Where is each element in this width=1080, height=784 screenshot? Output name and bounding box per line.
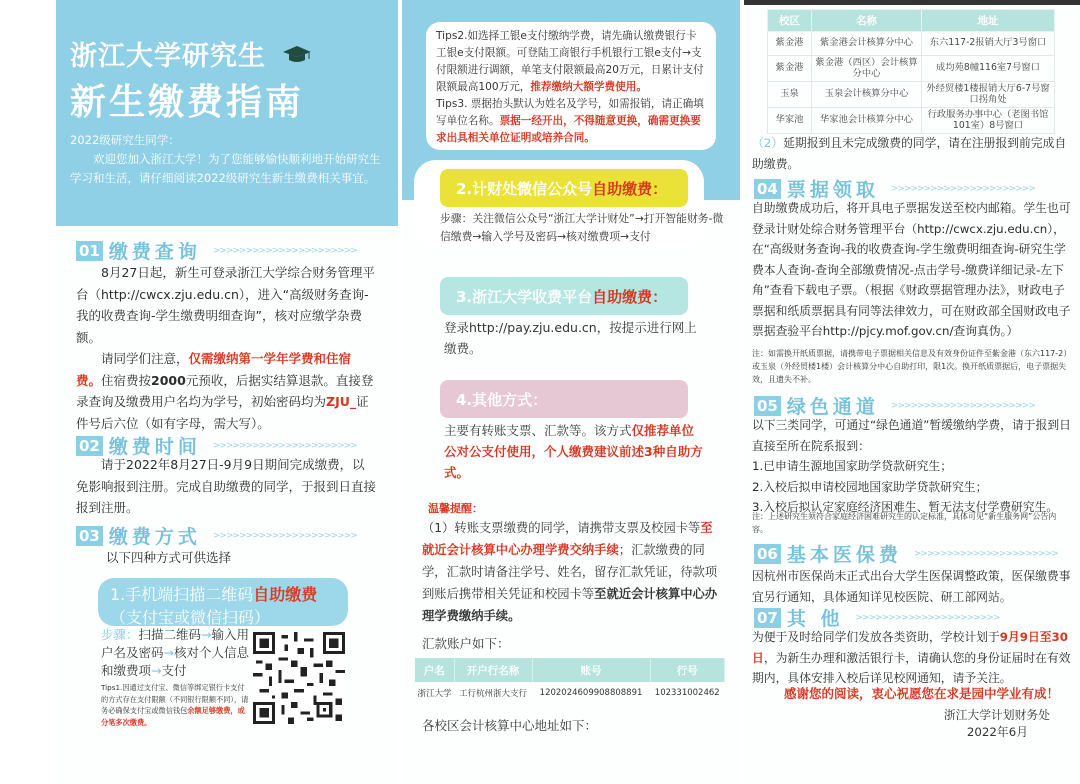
bold-text: 至就近会计核算中心办理学费缴纳手续。 xyxy=(422,587,718,623)
section-number: 01 xyxy=(76,241,103,261)
table-cell: 紫金港 xyxy=(768,56,812,82)
bold-text: 2000 xyxy=(151,372,186,388)
section-title: 缴费查询 xyxy=(108,241,201,263)
table-cell: 浙江大学 xyxy=(417,689,452,699)
method4-text xyxy=(444,420,704,483)
arrows-decoration: >>>>>>>>>>>>>>>>>>>>>> xyxy=(212,245,357,256)
table-cell: 行政服务办事中心（老图书馆101室）8号窗口 xyxy=(922,108,1055,134)
method1-banner xyxy=(98,578,348,626)
table-row xyxy=(768,82,1055,108)
table-cell: 紫金港 xyxy=(768,32,812,56)
section-number: 05 xyxy=(754,396,781,416)
method2-title: 2.计财处微信公众号 xyxy=(456,179,593,198)
step: 核对个人信息和缴费项 xyxy=(101,645,250,678)
table-row xyxy=(768,108,1055,134)
step: 扫描二维码 xyxy=(138,627,202,642)
section-number: 04 xyxy=(754,179,781,199)
table-cell: 华家池会计核算分中心 xyxy=(812,108,922,134)
section-title: 基本医保费 xyxy=(786,544,902,566)
highlight-text: 仅需缴纳第一学年学费和住宿费。 xyxy=(76,351,352,388)
table-cell: 紫金港会计核算分中心 xyxy=(812,32,922,56)
thanks-message: 感谢您的阅读，衷心祝愿您在求是园中学业有成！ xyxy=(784,686,1060,701)
arrows-decoration: >>>>>>>>>>>>>>>>>>>>>> xyxy=(212,530,357,541)
section-title: 缴费时间 xyxy=(108,436,201,458)
table-cell: 玉泉会计核算分中心 xyxy=(812,82,922,108)
tips1 xyxy=(101,682,251,728)
tips3-highlight: 票据一经开出，不得随意更换，确需更换要求出具相关单位证明或培养合同。 xyxy=(436,115,701,144)
s02-paragraph: 请于2022年8月27日-9月9日期间完成缴费，以免影响报到注册。完成自助缴费的同学，于报到日直接报到注册。 xyxy=(76,457,377,515)
section-01-heading xyxy=(76,237,357,264)
text: 元预收，后据实结算退款。直接登录查询及缴费用户名均为学号，初始密码均为 xyxy=(76,372,374,409)
column-header: 开户行名称 xyxy=(454,658,532,682)
qr-code-icon[interactable] xyxy=(253,632,345,724)
signature-date: 2022年6月 xyxy=(966,725,1028,739)
reminder-paragraph-2 xyxy=(752,133,1072,174)
graduation-cap-icon xyxy=(282,44,312,64)
campus-address-table xyxy=(767,9,1055,134)
step: 支付 xyxy=(161,663,187,678)
intro-text: 欢迎您加入浙江大学！为了您能够愉快顺利地开始研究生学习和生活，请仔细阅读2022级研究生新生缴费相关事宜。 xyxy=(70,152,381,185)
column-header: 名称 xyxy=(812,10,922,32)
method2-pill xyxy=(440,169,688,207)
s04-note: 注：如需换开纸质票据，请携带电子票据相关信息及有效身份证件至紫金港（东六117-2）或玉泉（外经贸楼1楼）会计核算分中心自助打印，限1次。换开纸质票据后，电子票据失效，且遗失不补。 xyxy=(752,349,1072,384)
column-header: 账号 xyxy=(532,658,650,682)
highlight-text: 9月9日至30日 xyxy=(752,630,1068,665)
text: 以下三类同学，可通过“绿色通道”暂缓缴纳学费，请于报到日直接至所在院系报到： xyxy=(752,418,1071,453)
signature: 浙江大学计划财务处 xyxy=(943,708,1050,722)
s05-note: 注：上述研究生须符合家庭经济困难研究生的认定标准，具体可见“新生服务网”公告内容。 xyxy=(752,512,1057,534)
text: Tips1.因通过支付宝、微信等绑定银行卡支付的方式存在支付限额（不同银行限额不同），请务必确保支付宝或微信钱包 xyxy=(101,683,249,715)
s07-paragraph xyxy=(752,627,1072,689)
account-table xyxy=(415,658,725,704)
method2-title-highlight: 自助缴费： xyxy=(592,179,668,198)
text: 住宿费按 xyxy=(101,372,152,388)
tips-box xyxy=(426,22,716,150)
column-header: 地址 xyxy=(922,10,1055,32)
step: 输入用户名及密码 xyxy=(101,627,250,660)
tips3-text: Tips3. 票据抬头默认为姓名及学号，如需报销，请正确填写单位名称。 xyxy=(436,98,704,127)
table-cell: 1202024609908808891 xyxy=(539,688,643,698)
column-header: 校区 xyxy=(768,10,812,32)
method4-pill xyxy=(440,380,688,418)
table-cell: 玉泉 xyxy=(768,82,812,108)
table-cell: 紫金港（西区）会计核算分中心 xyxy=(812,56,922,82)
text: （1）转账支票缴费的同学，请携带支票及校园卡等 xyxy=(422,521,701,535)
table-cell: 成均苑8幢116室7号窗口 xyxy=(922,56,1055,82)
method3-title-highlight: 自助缴费： xyxy=(592,287,668,306)
section-title: 票据领取 xyxy=(786,179,879,201)
text: ，为新生办理和激活银行卡，请确认您的身份证届时在有效期内，具体安排入校后详见校网通知，请予关注。 xyxy=(752,650,1071,685)
reminder-paragraph-1 xyxy=(422,517,722,627)
tips2-highlight: 推荐缴纳大额学费使用。 xyxy=(530,81,647,93)
section-06-heading xyxy=(754,540,1058,567)
table-header-row xyxy=(415,658,725,682)
method4-title: 4.其他方式： xyxy=(456,390,548,409)
arrows-decoration: >>>>>>>>>>>>>>>>>>>>>> xyxy=(913,548,1058,559)
title-line2: 新生缴费指南 xyxy=(70,82,305,123)
arrows-decoration: >>>>>>>>>>>>>>>>>>>>>> xyxy=(890,400,1035,411)
text: 请同学们注意， xyxy=(101,351,189,366)
section-number: 03 xyxy=(76,526,103,546)
s03-intro: 以下四种方式可供选择 xyxy=(106,550,232,565)
section-title: 缴费方式 xyxy=(108,526,201,548)
table-cell: 东六117-2报销大厅3号窗口 xyxy=(922,32,1055,56)
text: 为便于及时给同学们发放各类资助，学校计划于 xyxy=(752,630,1000,644)
arrows-decoration: >>>>>>>>>>>>>>>>>>>>>> xyxy=(855,612,1000,623)
highlight-text: 余额足够缴费，或分笔多次缴费。 xyxy=(101,706,245,727)
method3-pill xyxy=(440,277,688,315)
section-number: 07 xyxy=(754,608,781,628)
table-cell: 华家池 xyxy=(768,108,812,134)
arrow-right-icon: → xyxy=(201,627,212,642)
list-item: 2.入校后拟申请校园地国家助学贷款研究生； xyxy=(752,479,988,494)
table-row xyxy=(415,682,725,704)
table-row xyxy=(768,32,1055,56)
section-03-heading xyxy=(76,522,357,549)
method2-text: 步骤：关注微信公众号“浙江大学计财处”→打开智能财务-微信缴费→输入学号及密码→核对缴费项→支付 xyxy=(440,212,724,243)
hero-banner xyxy=(56,0,398,226)
account-label: 汇款账户如下： xyxy=(422,636,510,651)
table-cell: 工行杭州浙大支行 xyxy=(459,689,528,699)
item-number: （2） xyxy=(752,136,784,150)
table-row xyxy=(768,56,1055,82)
text: 延期报到且未完成缴费的同学，请在注册报到前完成自助缴费。 xyxy=(752,136,1067,171)
highlight-text: 仅推荐单位公对公支付使用，个人缴费建议前述3种自助方式。 xyxy=(444,423,703,480)
method1-subtitle: （支付宝或微信扫码） xyxy=(110,608,271,627)
table-cell: 102331002462 xyxy=(654,688,720,698)
title-line1: 浙江大学研究生 xyxy=(70,41,266,72)
greeting: 2022级研究生同学： xyxy=(70,133,180,147)
column-header: 行号 xyxy=(650,658,725,682)
s05-paragraph xyxy=(752,415,1072,518)
s04-paragraph: 自助缴费成功后，将开具电子票据发送至校内邮箱。学生也可登录计财处综合财务管理平台（http://cwcx.zju.edu.cn），在“高级财务查询-我的收费查询-学生缴费明细查询-研究生学费本人查询-查询全部缴费情况-点击学号-缴费详细记录-左下角”查看下载电子票。（根据《财政票据管理办法》，财政电子票据和纸质票据具有同等法律效力，可在财政部全国财政电子票据查验平台http://pjcy.mof.gov.cn/查询真伪。） xyxy=(752,201,1071,338)
table-cell: 外经贸楼1楼报销大厅6-7号窗口拐角处 xyxy=(922,82,1055,108)
section-title: 绿色通道 xyxy=(786,396,879,418)
section-number: 06 xyxy=(754,544,781,564)
s01-paragraph-2 xyxy=(76,348,376,434)
steps-label: 步骤： xyxy=(101,627,139,642)
text: ；汇款缴费的同学，汇款时请备注学号、姓名，留存汇款凭证，待款项到账后携带相关凭证和校园卡等 xyxy=(422,543,718,601)
method1-title: 1.手机端扫描二维码 xyxy=(110,585,254,604)
column-header: 户名 xyxy=(415,658,454,682)
section-title: 其 他 xyxy=(786,608,844,630)
table-header-row xyxy=(768,10,1055,32)
method3-title: 3.浙江大学收费平台 xyxy=(456,287,593,306)
list-item: 1.已申请生源地国家助学贷款研究生； xyxy=(752,459,953,473)
arrows-decoration: >>>>>>>>>>>>>>>>>>>>>> xyxy=(890,183,1035,194)
arrow-right-icon: → xyxy=(151,663,162,678)
highlight-text: 至就近会计核算中心办理学费交纳手续 xyxy=(422,521,713,557)
tips2-text: Tips2.如选择工银e支付缴纳学费，请先确认缴费银行卡工银e支付限额。可登陆工商银行手机银行工银e支付→支付限额进行调额，单笔支付限额最高20万元，日累计支付限额最高100万元， xyxy=(436,30,704,93)
highlight-text: ZJU_ xyxy=(326,394,357,409)
list-item: 3.入校后拟认定家庭经济困难生、暂无法支付学费研究生。 xyxy=(752,500,1059,514)
method3-text: 登录http://pay.zju.edu.cn，按提示进行网上缴费。 xyxy=(444,320,697,356)
s01-paragraph-1: 8月27日起，新生可登录浙江大学综合财务管理平台（http://cwcx.zju.edu.cn），进入“高级财务查询-我的收费查询-学生缴费明细查询”，核对应缴学杂费额。 xyxy=(76,265,375,345)
reminder-heading: 温馨提醒： xyxy=(428,502,483,515)
method1-title-highlight: 自助缴费 xyxy=(253,585,318,604)
method1-steps xyxy=(101,626,251,680)
top-edge-bar xyxy=(744,0,1080,5)
section-number: 02 xyxy=(76,436,103,456)
left-panel xyxy=(56,0,398,784)
address-label: 各校区会计核算中心地址如下： xyxy=(422,718,598,733)
s06-paragraph: 因杭州市医保尚未正式出台大学生医保调整政策，医保缴费事宜另行通知，具体通知详见校医院、研工部网站。 xyxy=(752,569,1071,604)
text: 证件号后六位（如有字母，需大写）。 xyxy=(76,394,369,431)
text: 主要有转账支票、汇款等。该方式 xyxy=(444,423,632,438)
arrow-right-icon: → xyxy=(163,645,174,660)
arrows-decoration: >>>>>>>>>>>>>>>>>>>>>> xyxy=(212,440,357,451)
